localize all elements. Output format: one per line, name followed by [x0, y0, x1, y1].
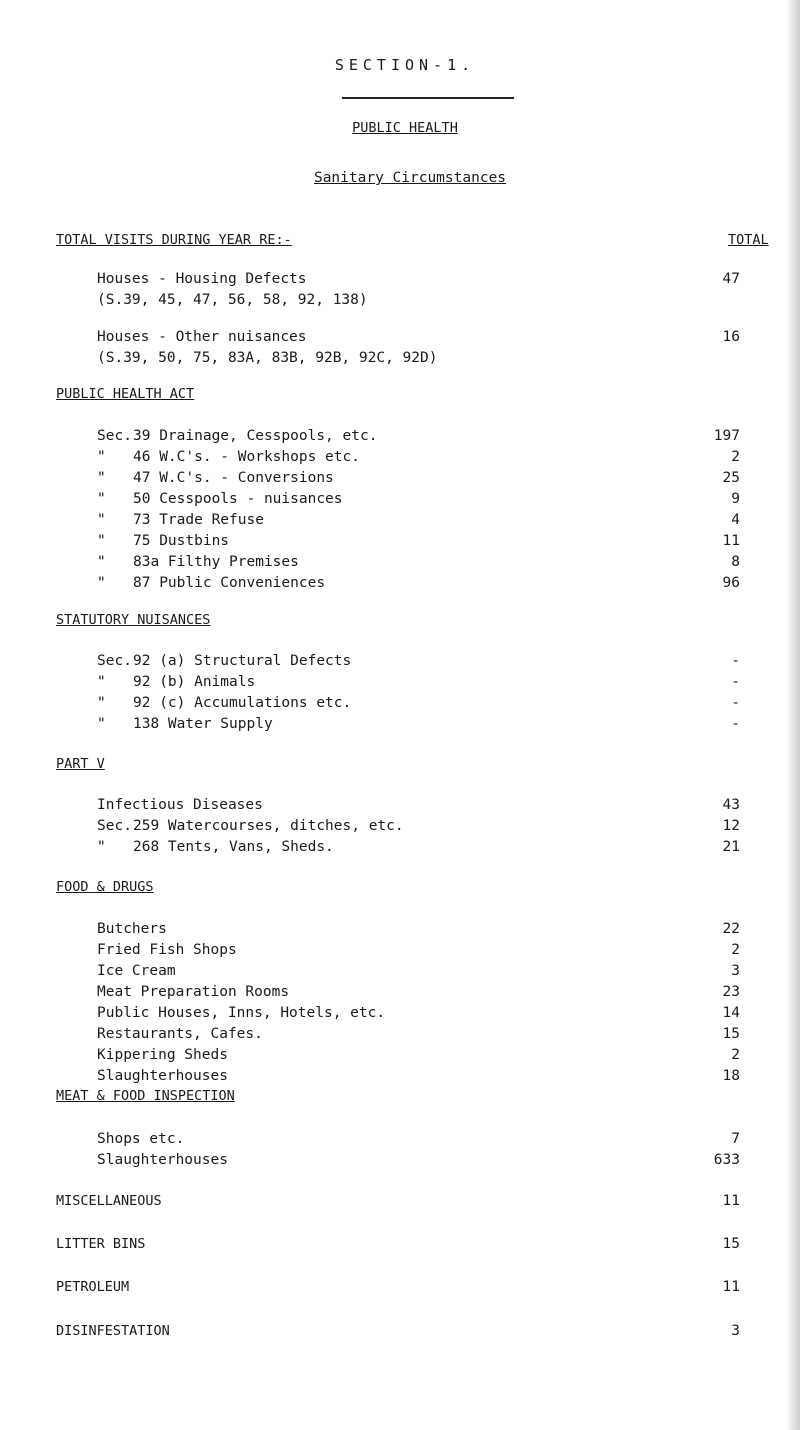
misc-label: LITTER BINS [56, 1236, 146, 1252]
row-text: Butchers [97, 921, 167, 937]
row-prefix: " [97, 839, 106, 855]
misc-label: MISCELLANEOUS [56, 1193, 162, 1209]
public-health-act-heading: PUBLIC HEALTH ACT [56, 386, 195, 402]
row-prefix: " [97, 554, 106, 570]
visits-row-label: Houses - Other nuisances [97, 329, 307, 345]
row-text: Slaughterhouses [97, 1152, 228, 1168]
visits-heading: TOTAL VISITS DURING YEAR RE:- [56, 232, 292, 248]
row-text: 73 Trade Refuse [133, 512, 264, 528]
row-value: 18 [722, 1068, 740, 1084]
row-prefix: " [97, 470, 106, 486]
visits-row-value: 47 [722, 271, 740, 287]
row-text: 75 Dustbins [133, 533, 230, 549]
row-value: 7 [731, 1131, 740, 1147]
misc-value: 15 [722, 1236, 740, 1252]
row-prefix: " [97, 716, 106, 732]
page-subtitle: Sanitary Circumstances [313, 170, 507, 186]
visits-row-codes: (S.39, 45, 47, 56, 58, 92, 138) [97, 292, 368, 308]
row-value: 2 [731, 942, 740, 958]
row-value: 15 [722, 1026, 740, 1042]
row-text: 138 Water Supply [133, 716, 273, 732]
row-prefix: " [97, 449, 106, 465]
row-prefix: " [97, 575, 106, 591]
row-prefix: Sec. [97, 428, 132, 444]
row-value: 8 [731, 554, 740, 570]
row-value: 21 [722, 839, 740, 855]
row-prefix: " [97, 512, 106, 528]
row-text: 46 W.C's. - Workshops etc. [133, 449, 360, 465]
row-value: 2 [731, 1047, 740, 1063]
row-text: 39 Drainage, Cesspools, etc. [133, 428, 378, 444]
row-prefix: " [97, 533, 106, 549]
row-value: 25 [722, 470, 740, 486]
row-value: 4 [731, 512, 740, 528]
total-column-heading: TOTAL [728, 232, 769, 248]
part-v-heading: PART V [56, 756, 105, 772]
row-text: 83a Filthy Premises [133, 554, 299, 570]
visits-row-value: 16 [722, 329, 740, 345]
misc-value: 11 [722, 1279, 740, 1295]
row-prefix: Sec. [97, 818, 132, 834]
misc-value: 11 [722, 1193, 740, 1209]
row-value: - [731, 716, 740, 732]
row-value: 22 [722, 921, 740, 937]
section-rule [342, 97, 514, 99]
misc-label: PETROLEUM [56, 1279, 130, 1295]
statutory-nuisances-heading: STATUTORY NUISANCES [56, 612, 211, 628]
row-text: Shops etc. [97, 1131, 185, 1147]
row-text: Restaurants, Cafes. [97, 1026, 263, 1042]
page-edge-shadow [786, 0, 800, 1430]
row-text: Fried Fish Shops [97, 942, 237, 958]
row-text: Meat Preparation Rooms [97, 984, 290, 1000]
row-prefix: " [97, 695, 106, 711]
misc-value: 3 [731, 1323, 740, 1339]
row-text: Ice Cream [97, 963, 176, 979]
visits-row-codes: (S.39, 50, 75, 83A, 83B, 92B, 92C, 92D) [97, 350, 438, 366]
row-value: 2 [731, 449, 740, 465]
row-value: - [731, 674, 740, 690]
row-prefix: Sec. [97, 653, 132, 669]
row-text: Slaughterhouses [97, 1068, 228, 1084]
row-text: Public Houses, Inns, Hotels, etc. [97, 1005, 386, 1021]
row-text: 92 (c) Accumulations etc. [133, 695, 352, 711]
row-value: 633 [713, 1152, 740, 1168]
row-text: 259 Watercourses, ditches, etc. [133, 818, 404, 834]
row-text: 268 Tents, Vans, Sheds. [133, 839, 334, 855]
row-text: Infectious Diseases [97, 797, 263, 813]
row-value: 23 [722, 984, 740, 1000]
row-prefix: " [97, 491, 106, 507]
section-heading: SECTION-1. [334, 56, 476, 74]
food-drugs-heading: FOOD & DRUGS [56, 879, 154, 895]
row-prefix: " [97, 674, 106, 690]
row-text: 47 W.C's. - Conversions [133, 470, 334, 486]
row-value: - [731, 695, 740, 711]
row-text: 92 (b) Animals [133, 674, 256, 690]
row-value: 96 [722, 575, 740, 591]
misc-label: DISINFESTATION [56, 1323, 170, 1339]
row-value: 197 [713, 428, 740, 444]
row-value: 14 [722, 1005, 740, 1021]
page-title: PUBLIC HEALTH [352, 120, 458, 136]
row-value: 12 [722, 818, 740, 834]
row-text: 92 (a) Structural Defects [133, 653, 352, 669]
row-value: 11 [722, 533, 740, 549]
row-value: 3 [731, 963, 740, 979]
meat-food-inspection-heading: MEAT & FOOD INSPECTION [56, 1088, 235, 1104]
row-text: 50 Cesspools - nuisances [133, 491, 343, 507]
row-value: 9 [731, 491, 740, 507]
row-value: - [731, 653, 740, 669]
visits-row-label: Houses - Housing Defects [97, 271, 307, 287]
row-text: 87 Public Conveniences [133, 575, 326, 591]
row-text: Kippering Sheds [97, 1047, 228, 1063]
row-value: 43 [722, 797, 740, 813]
